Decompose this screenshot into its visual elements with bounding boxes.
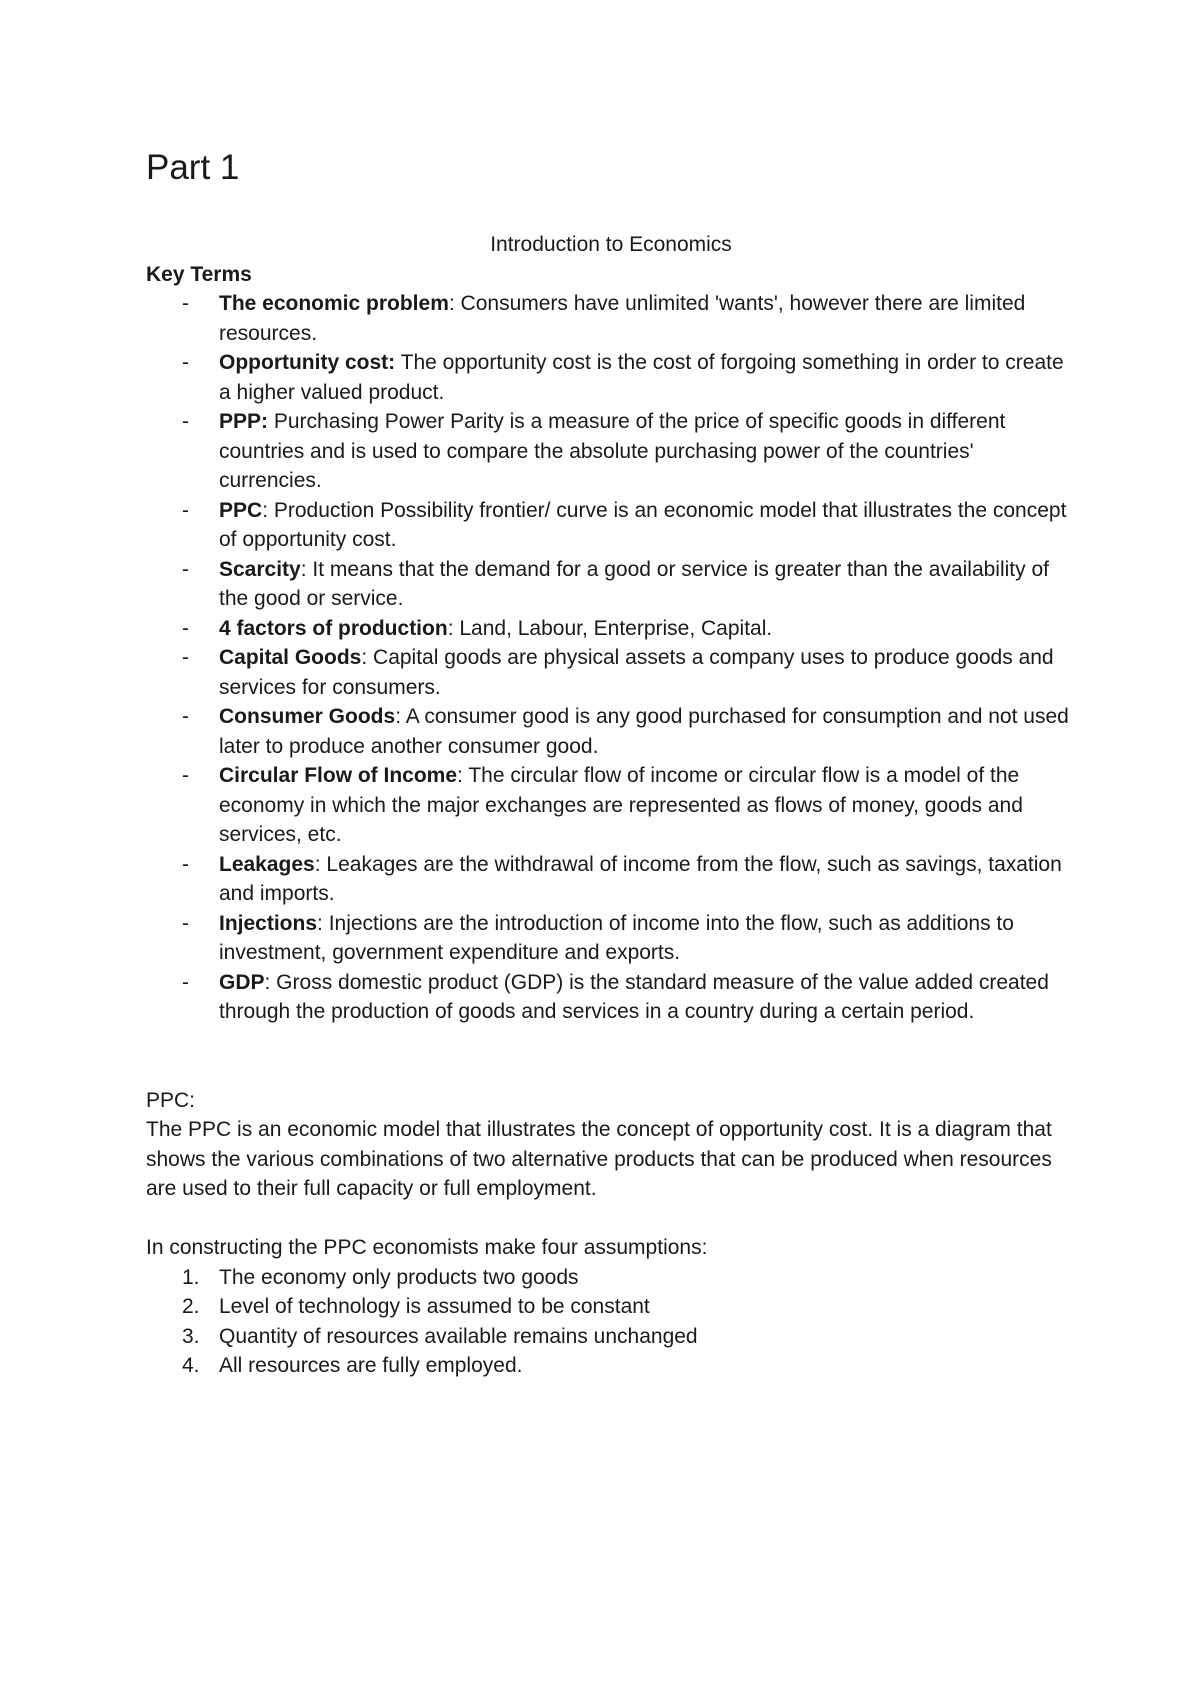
term-name: Circular Flow of Income (219, 764, 458, 787)
term-item (146, 407, 1076, 496)
term-definition: : A consumer good is any good purchased for consumption and not used later to produce another consumer good. (219, 705, 1069, 758)
ppc-heading: PPC: (146, 1088, 196, 1112)
term-name: Leakages (219, 852, 315, 876)
list-number: 3. (182, 1324, 200, 1348)
assumption-item (146, 1292, 1076, 1322)
term-name: Capital Goods (219, 646, 362, 669)
term-name: Consumer Goods (219, 705, 396, 728)
term-definition: Purchasing Power Parity is a measure of the price of specific goods in different countries and is used to compare the absolute purchasing power of the countries' currencies. (219, 410, 1006, 492)
term-item (146, 643, 1076, 702)
term-name: 4 factors of production (219, 616, 448, 640)
assumptions-intro: In constructing the PPC economists make four assumptions: (146, 1236, 708, 1259)
list-number: 4. (182, 1354, 200, 1377)
bullet-marker: - (182, 646, 189, 669)
bullet-marker: - (182, 970, 189, 994)
bullet-marker: - (182, 705, 189, 728)
term-item (146, 909, 1076, 968)
term-definition: : Consumers have unlimited 'wants', however there are limited resources. (219, 292, 1026, 345)
list-number: 2. (182, 1295, 200, 1318)
term-name: PPP: (219, 410, 269, 433)
term-name: Scarcity (219, 557, 301, 581)
bullet-marker: - (182, 911, 189, 935)
page-title: Part 1 (146, 148, 240, 187)
bullet-marker: - (182, 852, 189, 876)
term-item (146, 614, 1076, 644)
term-definition: : Land, Labour, Enterprise, Capital. (447, 616, 773, 640)
list-number: 1. (182, 1265, 200, 1289)
bullet-marker: - (182, 410, 189, 433)
term-definition: The opportunity cost is the cost of forgoing something in order to create a higher valued product. (219, 351, 1064, 404)
assumption-item (146, 1322, 1076, 1352)
term-definition: : Capital goods are physical assets a company uses to produce goods and services for consumers. (219, 646, 1054, 699)
term-item (146, 968, 1076, 1027)
term-item (146, 496, 1076, 555)
term-name: GDP (219, 970, 265, 994)
term-definition: : Production Possibility frontier/ curve is an economic model that illustrates the concept of opportunity cost. (219, 498, 1067, 551)
assumption-text: Quantity of resources available remains unchanged (219, 1324, 698, 1348)
assumptions-list (146, 1263, 1076, 1381)
assumption-item (146, 1263, 1076, 1293)
key-terms-heading: Key Terms (146, 262, 252, 286)
assumption-text: All resources are fully employed. (219, 1354, 523, 1377)
term-name: The economic problem (219, 292, 449, 315)
term-item (146, 850, 1076, 909)
bullet-marker: - (182, 498, 189, 522)
term-item (146, 761, 1076, 850)
ppc-paragraph: The PPC is an economic model that illustrates the concept of opportunity cost. It is a diagram that shows the various combinations of two alternative products that can be produced when resources are used to their full capacity or full employment. (146, 1118, 1052, 1200)
term-definition: : Leakages are the withdrawal of income from the flow, such as savings, taxation and imports. (219, 852, 1062, 905)
term-name: Injections (219, 911, 318, 935)
term-definition: : The circular flow of income or circular flow is a model of the economy in which the major exchanges are represented as flows of money, goods and services, etc. (219, 764, 1023, 846)
spacer (146, 1027, 1076, 1086)
bullet-marker: - (182, 292, 189, 315)
term-item (146, 555, 1076, 614)
term-definition: : It means that the demand for a good or service is greater than the availability of the good or service. (219, 557, 1049, 610)
bullet-marker: - (182, 764, 189, 787)
term-name: PPC (219, 498, 263, 522)
term-definition: : Injections are the introduction of income into the flow, such as additions to investment, government expenditure and exports. (219, 911, 1014, 964)
term-definition: : Gross domestic product (GDP) is the standard measure of the value added created through the production of goods and services in a country during a certain period. (219, 970, 1049, 1023)
term-item (146, 289, 1076, 348)
bullet-marker: - (182, 557, 189, 581)
assumption-text: Level of technology is assumed to be constant (219, 1295, 650, 1318)
document-subtitle: Introduction to Economics (490, 233, 732, 256)
spacer (146, 1204, 1076, 1234)
bullet-marker: - (182, 351, 189, 374)
term-item (146, 702, 1076, 761)
bullet-marker: - (182, 616, 189, 640)
assumption-text: The economy only products two goods (219, 1265, 579, 1289)
key-terms-list (146, 289, 1076, 1027)
term-name: Opportunity cost: (219, 351, 396, 374)
document-content (146, 148, 1076, 1381)
assumption-item (146, 1351, 1076, 1381)
term-item (146, 348, 1076, 407)
